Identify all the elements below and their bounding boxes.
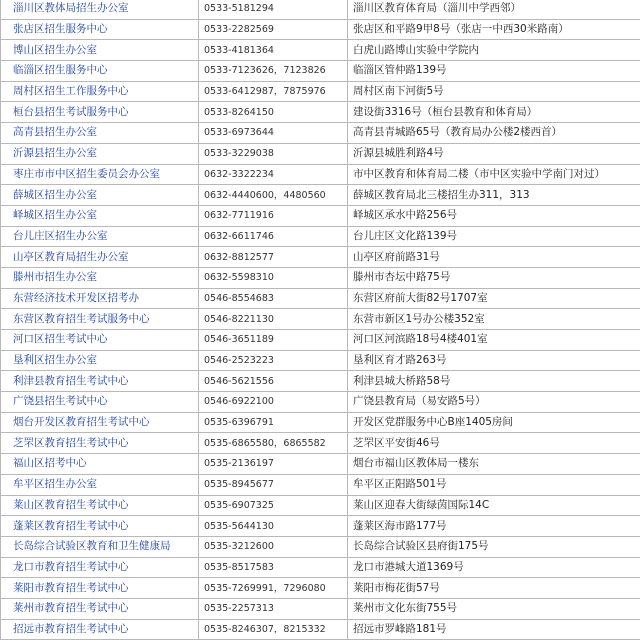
office-address: 利津县城大桥路58号 <box>348 371 640 392</box>
table-row <box>1 412 640 433</box>
office-address: 淄川区教育体育局（淄川中学西邻） <box>348 0 640 19</box>
office-address: 周村区南下河街5号 <box>348 81 640 102</box>
office-address: 市中区教育和体育局二楼（市中区实验中学南门对过） <box>348 164 640 185</box>
table-body <box>1 0 640 640</box>
table-row <box>1 516 640 537</box>
office-name-link[interactable]: 蓬莱区教育招生考试中心 <box>1 516 199 537</box>
office-address: 芝罘区平安街46号 <box>348 433 640 454</box>
office-address: 建设街3316号（桓台县教育和体育局） <box>348 102 640 123</box>
table-row <box>1 619 640 640</box>
table-row <box>1 226 640 247</box>
office-address: 滕州市杏坛中路75号 <box>348 267 640 288</box>
table-row <box>1 350 640 371</box>
table-row <box>1 81 640 102</box>
phone-number: 0533-6973644 <box>199 123 348 144</box>
office-address: 莱山区迎春大街绿茵国际14C <box>348 495 640 516</box>
office-address: 东营区府前大街82号1707室 <box>348 288 640 309</box>
office-address: 白虎山路博山实验中学院内 <box>348 40 640 61</box>
office-name-link[interactable]: 枣庄市市中区招生委员会办公室 <box>1 164 199 185</box>
office-name-link[interactable]: 垦利区招生办公室 <box>1 350 199 371</box>
office-name-link[interactable]: 沂源县招生办公室 <box>1 143 199 164</box>
office-address: 张店区和平路9甲8号（张店一中西30米路南） <box>348 19 640 40</box>
phone-number: 0546-6922100 <box>199 392 348 413</box>
office-name-link[interactable]: 芝罘区教育招生考试中心 <box>1 433 199 454</box>
phone-number: 0535-3212600 <box>199 536 348 557</box>
phone-number: 0546-8221130 <box>199 309 348 330</box>
table-row <box>1 433 640 454</box>
table-row <box>1 164 640 185</box>
office-name-link[interactable]: 高青县招生办公室 <box>1 123 199 144</box>
office-address: 沂源县城胜利路4号 <box>348 143 640 164</box>
office-address: 开发区党群服务中心B座1405房间 <box>348 412 640 433</box>
phone-number: 0535-8517583 <box>199 557 348 578</box>
office-address: 河口区河滨路18号4楼401室 <box>348 330 640 351</box>
office-name-link[interactable]: 桓台县招生考试服务中心 <box>1 102 199 123</box>
office-name-link[interactable]: 莱阳市教育招生考试中心 <box>1 578 199 599</box>
office-name-link[interactable]: 张店区招生服务中心 <box>1 19 199 40</box>
phone-number: 0535-6907325 <box>199 495 348 516</box>
table-row <box>1 309 640 330</box>
office-name-link[interactable]: 利津县教育招生考试中心 <box>1 371 199 392</box>
office-address: 招远市罗峰路181号 <box>348 619 640 640</box>
phone-number: 0533-3229038 <box>199 143 348 164</box>
table-row <box>1 185 640 206</box>
office-name-link[interactable]: 莱山区教育招生考试中心 <box>1 495 199 516</box>
phone-number: 0535-5644130 <box>199 516 348 537</box>
office-address: 垦利区育才路263号 <box>348 350 640 371</box>
phone-number: 0535-2257313 <box>199 598 348 619</box>
office-name-link[interactable]: 博山区招生办公室 <box>1 40 199 61</box>
phone-number: 0632-5598310 <box>199 267 348 288</box>
table-row <box>1 454 640 475</box>
phone-number: 0632-7711916 <box>199 205 348 226</box>
office-address: 东营市新区1号办公楼352室 <box>348 309 640 330</box>
phone-number: 0533-4181364 <box>199 40 348 61</box>
table-row <box>1 19 640 40</box>
office-address: 高青县青城路65号（教育局办公楼2楼西首） <box>348 123 640 144</box>
phone-number: 0546-2523223 <box>199 350 348 371</box>
table-row <box>1 536 640 557</box>
office-name-link[interactable]: 周村区招生工作服务中心 <box>1 81 199 102</box>
office-address: 广饶县教育局（易安路5号） <box>348 392 640 413</box>
table-row <box>1 392 640 413</box>
phone-number: 0535-7269991，7296080 <box>199 578 348 599</box>
phone-number: 0535-8246307，8215332 <box>199 619 348 640</box>
phone-number: 0632-8812577 <box>199 247 348 268</box>
phone-number: 0546-5621556 <box>199 371 348 392</box>
phone-number: 0546-3651189 <box>199 330 348 351</box>
phone-number: 0533-8264150 <box>199 102 348 123</box>
office-name-link[interactable]: 福山区招考中心 <box>1 454 199 475</box>
phone-number: 0632-3322234 <box>199 164 348 185</box>
phone-number: 0632-4440600，4480560 <box>199 185 348 206</box>
table-row <box>1 474 640 495</box>
table-row <box>1 330 640 351</box>
office-address: 临淄区管仲路139号 <box>348 61 640 82</box>
table-row <box>1 598 640 619</box>
office-name-link[interactable]: 东营区教育招生考试服务中心 <box>1 309 199 330</box>
office-address: 薛城区教育局北三楼招生办311，313 <box>348 185 640 206</box>
table-row <box>1 102 640 123</box>
office-name-link[interactable]: 山亭区教育局招生办公室 <box>1 247 199 268</box>
office-name-link[interactable]: 东营经济技术开发区招考办 <box>1 288 199 309</box>
phone-number: 0632-6611746 <box>199 226 348 247</box>
office-name-link[interactable]: 峄城区招生办公室 <box>1 205 199 226</box>
table-row <box>1 495 640 516</box>
table-row <box>1 267 640 288</box>
office-name-link[interactable]: 薛城区招生办公室 <box>1 185 199 206</box>
office-address: 台儿庄区文化路139号 <box>348 226 640 247</box>
table-row <box>1 288 640 309</box>
phone-number: 0535-6396791 <box>199 412 348 433</box>
table-row <box>1 61 640 82</box>
phone-number: 0535-8945677 <box>199 474 348 495</box>
office-name-link[interactable]: 莱州市教育招生考试中心 <box>1 598 199 619</box>
office-name-link[interactable]: 河口区招生考试中心 <box>1 330 199 351</box>
table-row <box>1 371 640 392</box>
table-row <box>1 123 640 144</box>
phone-number: 0535-2136197 <box>199 454 348 475</box>
table-row <box>1 205 640 226</box>
office-address: 莱阳市梅花街57号 <box>348 578 640 599</box>
phone-number: 0533-6412987，7875976 <box>199 81 348 102</box>
office-address: 莱州市文化东街755号 <box>348 598 640 619</box>
office-name-link[interactable]: 滕州市招生办公室 <box>1 267 199 288</box>
phone-number: 0533-7123626，7123826 <box>199 61 348 82</box>
office-address: 蓬莱区海市路177号 <box>348 516 640 537</box>
phone-number: 0546-8554683 <box>199 288 348 309</box>
office-name-link[interactable]: 龙口市教育招生考试中心 <box>1 557 199 578</box>
office-address: 长岛综合试验区县府街175号 <box>348 536 640 557</box>
office-name-link[interactable]: 广饶县招生考试中心 <box>1 392 199 413</box>
table-row <box>1 0 640 19</box>
table-row <box>1 557 640 578</box>
phone-number: 0535-6865580，6865582 <box>199 433 348 454</box>
table-row <box>1 143 640 164</box>
phone-number: 0533-2282569 <box>199 19 348 40</box>
office-address: 烟台市福山区教体局一楼东 <box>348 454 640 475</box>
office-name-link[interactable]: 牟平区招生办公室 <box>1 474 199 495</box>
office-address: 龙口市港城大道1369号 <box>348 557 640 578</box>
office-address: 牟平区正阳路501号 <box>348 474 640 495</box>
table-row <box>1 578 640 599</box>
office-name-link[interactable]: 临淄区招生服务中心 <box>1 61 199 82</box>
office-name-link[interactable]: 长岛综合试验区教育和卫生健康局 <box>1 536 199 557</box>
office-name-link[interactable]: 招远市教育招生考试中心 <box>1 619 199 640</box>
office-address: 峄城区承水中路256号 <box>348 205 640 226</box>
office-name-link[interactable]: 烟台开发区教育招生考试中心 <box>1 412 199 433</box>
table-row <box>1 247 640 268</box>
office-name-link[interactable]: 淄川区教体局招生办公室 <box>1 0 199 19</box>
office-name-link[interactable]: 台儿庄区招生办公室 <box>1 226 199 247</box>
table-row <box>1 40 640 61</box>
office-address: 山亭区府前路31号 <box>348 247 640 268</box>
phone-number: 0533-5181294 <box>199 0 348 19</box>
